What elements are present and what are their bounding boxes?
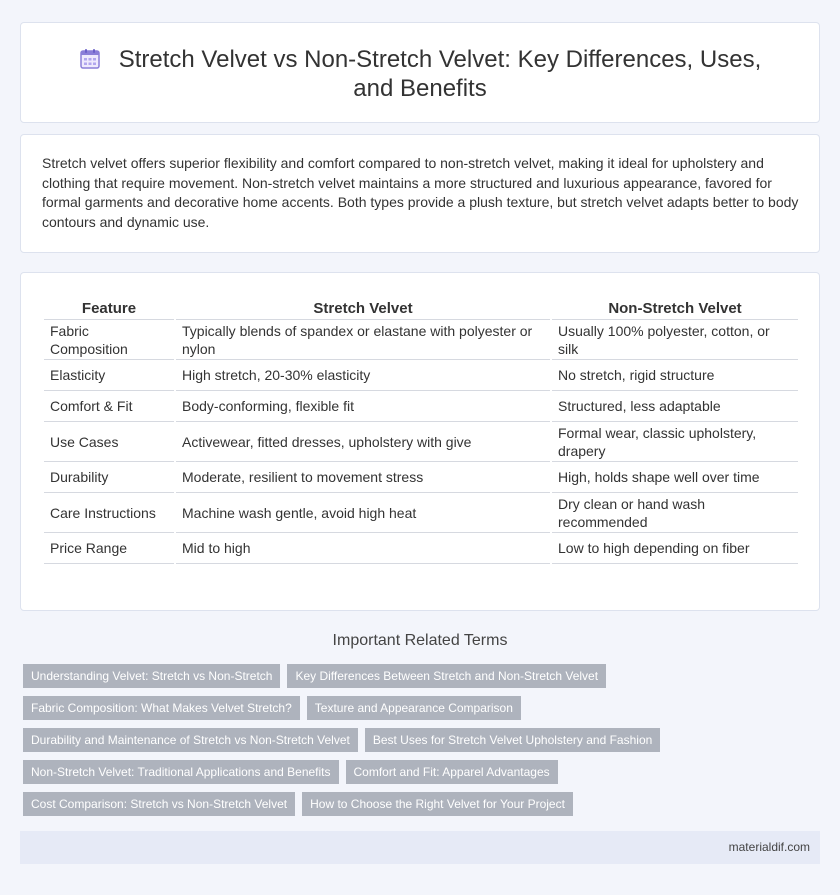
table-cell: Comfort & Fit [44,391,174,422]
table-cell: High stretch, 20-30% elasticity [176,360,550,391]
tag-row [23,696,723,720]
table-cell: Low to high depending on fiber [552,533,798,564]
header-stretch-velvet: Stretch Velvet [176,297,550,320]
title-card [20,22,820,123]
table-cell: Activewear, fitted dresses, upholstery with give [176,422,550,462]
table-cell: Structured, less adaptable [552,391,798,422]
footer-site-link[interactable]: materialdif.com [728,840,810,854]
header-feature: Feature [44,297,174,320]
page-title: Stretch Velvet vs Non-Stretch Velvet: Key Differences, Uses, and Benefits [118,46,762,102]
related-terms-tags [23,664,723,824]
related-term-tag[interactable]: Comfort and Fit: Apparel Advantages [346,760,558,784]
table-cell: Use Cases [44,422,174,462]
related-term-tag[interactable]: Best Uses for Stretch Velvet Upholstery and Fashion [365,728,660,752]
related-terms-title: Important Related Terms [332,632,508,649]
table-cell: Fabric Composition [44,320,174,360]
page-title-wrap [61,45,779,103]
footer [20,831,820,864]
table-cell: Machine wash gentle, avoid high heat [176,493,550,533]
calendar-grid-icon [79,48,101,70]
related-term-tag[interactable]: Non-Stretch Velvet: Traditional Applications and Benefits [23,760,339,784]
table-cell: Price Range [44,533,174,564]
table-row [44,360,798,391]
table-cell: High, holds shape well over time [552,462,798,493]
table-cell: Formal wear, classic upholstery, drapery [552,422,798,462]
comparison-table-card [20,272,820,611]
table-row [44,493,798,533]
table-cell: Moderate, resilient to movement stress [176,462,550,493]
tag-row [23,792,723,816]
table-row [44,462,798,493]
tag-row [23,664,723,688]
table-cell: Body-conforming, flexible fit [176,391,550,422]
related-term-tag[interactable]: Understanding Velvet: Stretch vs Non-Stretch [23,664,280,688]
table-cell: Durability [44,462,174,493]
related-term-tag[interactable]: Cost Comparison: Stretch vs Non-Stretch Velvet [23,792,295,816]
related-term-tag[interactable]: How to Choose the Right Velvet for Your Project [302,792,573,816]
table-cell: Typically blends of spandex or elastane with polyester or nylon [176,320,550,360]
table-row [44,391,798,422]
tag-row [23,728,723,752]
related-term-tag[interactable]: Durability and Maintenance of Stretch vs Non-Stretch Velvet [23,728,358,752]
related-term-tag[interactable]: Key Differences Between Stretch and Non-Stretch Velvet [287,664,606,688]
table-cell: Care Instructions [44,493,174,533]
table-cell: Dry clean or hand wash recommended [552,493,798,533]
table-row [44,422,798,462]
tag-row [23,760,723,784]
table-cell: Elasticity [44,360,174,391]
header-non-stretch-velvet: Non-Stretch Velvet [552,297,798,320]
table-row [44,320,798,360]
table-cell: Usually 100% polyester, cotton, or silk [552,320,798,360]
related-term-tag[interactable]: Texture and Appearance Comparison [307,696,521,720]
table-cell: Mid to high [176,533,550,564]
table-header-row [44,297,798,320]
table-row [44,533,798,564]
summary-text: Stretch velvet offers superior flexibility and comfort compared to non-stretch velvet, making it ideal for upholstery and clothing that require movement. Non-stretch velvet maintains a more structured and luxurious appearance, favored for formal garments and decorative home accents. Both types provide a plush texture, but stretch velvet adapts better to body contours and dynamic use. [42,155,799,230]
summary-card [20,134,820,253]
related-term-tag[interactable]: Fabric Composition: What Makes Velvet Stretch? [23,696,300,720]
table-cell: No stretch, rigid structure [552,360,798,391]
comparison-table [42,297,800,564]
